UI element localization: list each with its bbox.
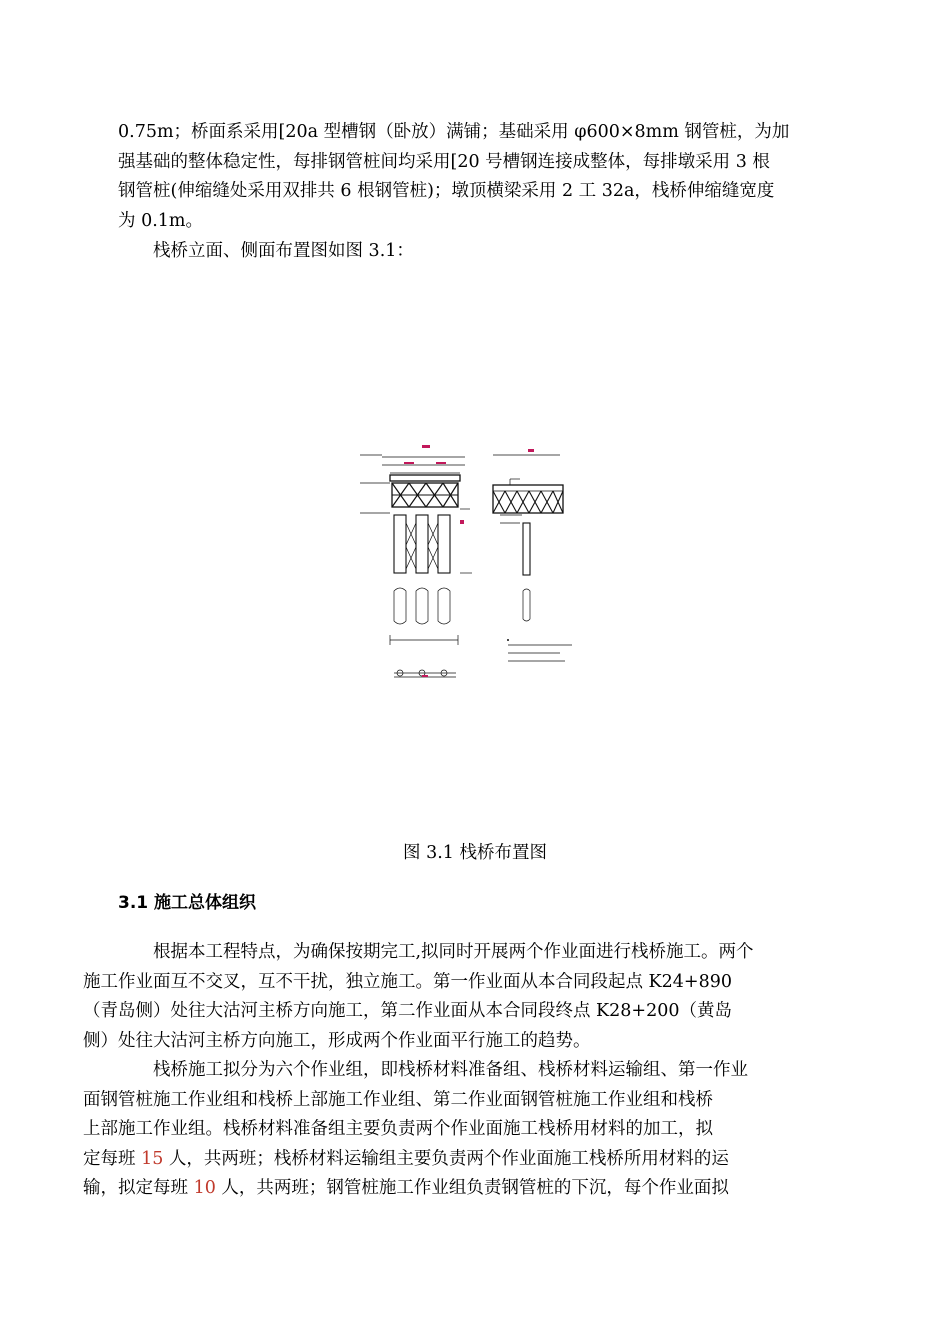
text-segment: 人，共两班；栈桥材料运输组主要负责两个作业面施工栈桥所用材料的运 bbox=[163, 1148, 729, 1169]
text-line bbox=[83, 1149, 729, 1169]
text-line: 栈桥施工拟分为六个作业组，即栈桥材料准备组、栈桥材料运输组、第一作业 bbox=[153, 1060, 748, 1080]
text-segment: 定每班 bbox=[83, 1148, 142, 1169]
section-heading: 3.1 施工总体组织 bbox=[118, 893, 257, 913]
text-line: （青岛侧）处往大沽河主桥方向施工，第二作业面从本合同段终点 K28+200（黄岛 bbox=[83, 1001, 732, 1021]
paragraph-bridge-structure bbox=[118, 118, 830, 236]
paragraph-work-groups bbox=[83, 1056, 830, 1204]
text-segment: 人，共两班；钢管桩施工作业组负责钢管桩的下沉，每个作业面拟 bbox=[215, 1178, 729, 1198]
text-line: 0.75m；桥面系采用[20a 型槽钢（卧放）满铺；基础采用 φ600×8mm 钢管桩，为加 bbox=[118, 122, 790, 142]
text-segment: 输，拟定每班 bbox=[83, 1178, 194, 1198]
highlighted-number: 10 bbox=[193, 1178, 216, 1198]
text-line bbox=[83, 1178, 729, 1198]
text-line: 强基础的整体稳定性，每排钢管桩间均采用[20 号槽钢连接成整体，每排墩采用 3 根 bbox=[118, 151, 770, 172]
text-line: 上部施工作业组。栈桥材料准备组主要负责两个作业面施工栈桥用材料的加工，拟 bbox=[83, 1119, 713, 1139]
text-line: 面钢管桩施工作业组和栈桥上部施工作业组、第二作业面钢管桩施工作业组和栈桥 bbox=[83, 1089, 713, 1110]
text-line: 钢管桩(伸缩缝处采用双排共 6 根钢管桩)；墩顶横梁采用 2 工 32a，栈桥伸缩缝宽度 bbox=[118, 181, 775, 201]
text-line: 为 0.1m。 bbox=[118, 210, 203, 231]
text-line: 侧）处往大沽河主桥方向施工，形成两个作业面平行施工的趋势。 bbox=[83, 1030, 591, 1051]
text-line: 根据本工程特点，为确保按期完工,拟同时开展两个作业面进行栈桥施工。两个 bbox=[153, 942, 754, 962]
paragraph-figure-intro: 栈桥立面、侧面布置图如图 3.1： bbox=[153, 241, 414, 261]
figure-caption: 图 3.1 栈桥布置图 bbox=[403, 843, 547, 863]
highlighted-number: 15 bbox=[141, 1148, 164, 1169]
text-line: 施工作业面互不交叉，互不干扰，独立施工。第一作业面从本合同段起点 K24+890 bbox=[83, 971, 732, 992]
paragraph-organization bbox=[83, 938, 830, 1056]
bridge-layout-drawing bbox=[360, 435, 590, 685]
